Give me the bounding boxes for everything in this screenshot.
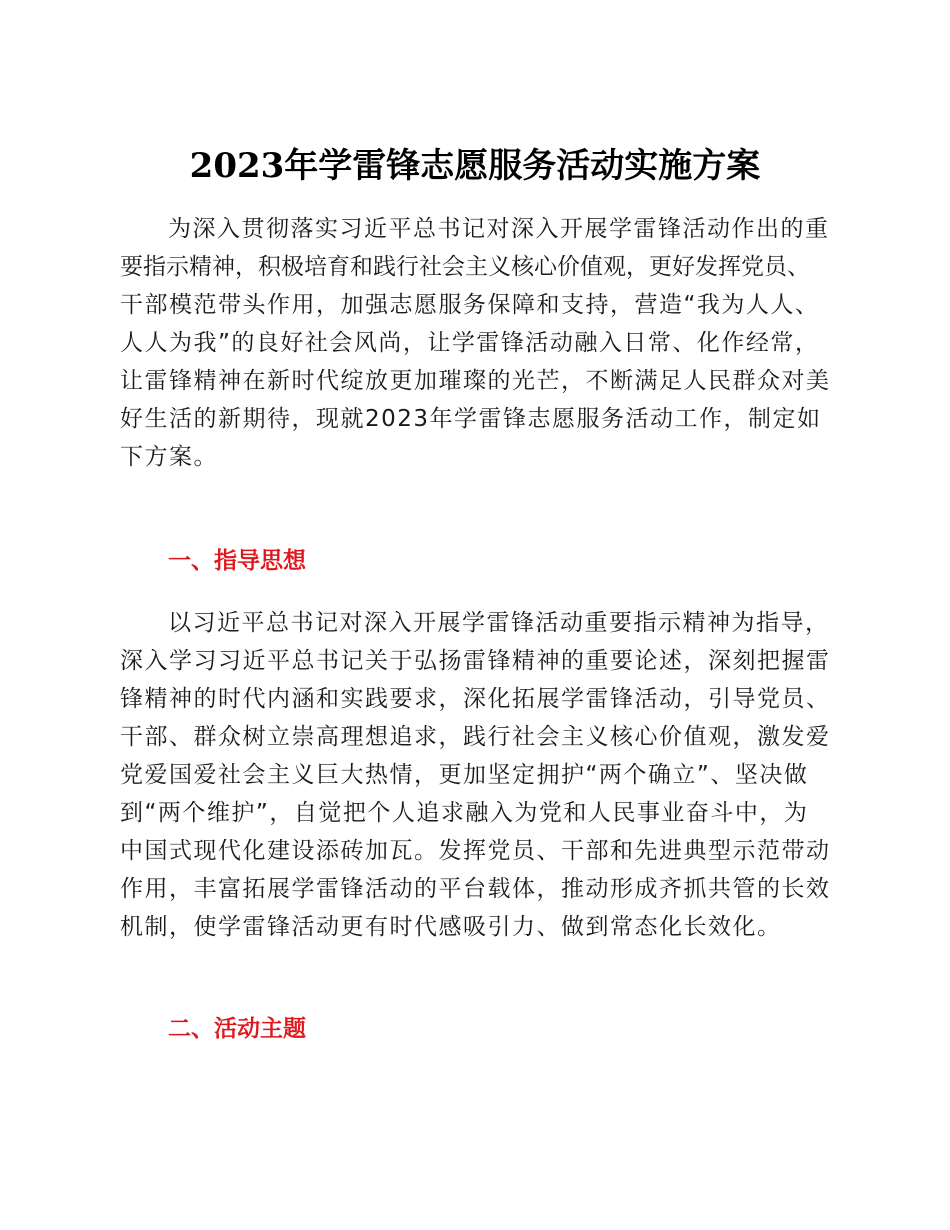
guiding-ideology-line: 作用，丰富拓展学雷锋活动的平台载体，推动形成齐抓共管的长效 bbox=[120, 876, 831, 902]
guiding-ideology-line: 中国式现代化建设添砖加瓦。发挥党员、干部和先进典型示范带动 bbox=[120, 838, 831, 864]
intro-line: 要指示精神，积极培育和践行社会主义核心价值观，更好发挥党员、 bbox=[120, 254, 810, 280]
document-title: 2023年学雷锋志愿服务活动实施方案 bbox=[189, 146, 761, 186]
guiding-ideology-line: 干部、群众树立崇高理想追求，践行社会主义核心价值观，激发爱 bbox=[120, 724, 831, 750]
guiding-ideology-line: 机制，使学雷锋活动更有时代感吸引力、做到常态化长效化。 bbox=[120, 914, 782, 940]
guiding-ideology-line: 深入学习习近平总书记关于弘扬雷锋精神的重要论述，深刻把握雷 bbox=[120, 648, 831, 674]
intro-line: 让雷锋精神在新时代绽放更加璀璨的光芒，不断满足人民群众对美 bbox=[120, 368, 831, 394]
guiding-ideology-line: 党爱国爱社会主义巨大热情，更加坚定拥护“两个确立”、坚决做 bbox=[120, 762, 809, 788]
intro-paragraph bbox=[120, 210, 850, 476]
intro-line: 干部模范带头作用，加强志愿服务保障和支持，营造“我为人人、 bbox=[120, 292, 820, 318]
intro-line: 人人为我”的良好社会风尚，让学雷锋活动融入日常、化作经常， bbox=[120, 330, 820, 356]
guiding-ideology-line: 锋精神的时代内涵和实践要求，深化拓展学雷锋活动，引导党员、 bbox=[120, 686, 831, 712]
section-heading-activity-theme: 二、活动主题 bbox=[168, 1016, 306, 1042]
intro-line: 下方案。 bbox=[120, 444, 218, 470]
intro-line: 为深入贯彻落实习近平总书记对深入开展学雷锋活动作出的重 bbox=[168, 216, 830, 242]
guiding-ideology-line: 到“两个维护”，自觉把个人追求融入为党和人民事业奋斗中，为 bbox=[120, 800, 809, 826]
guiding-ideology-line: 以习近平总书记对深入开展学雷锋活动重要指示精神为指导， bbox=[168, 610, 830, 636]
section-heading-guiding-ideology: 一、指导思想 bbox=[168, 548, 306, 574]
intro-line: 好生活的新期待，现就2023年学雷锋志愿服务活动工作，制定如 bbox=[120, 406, 822, 432]
guiding-ideology-paragraph bbox=[120, 604, 850, 946]
